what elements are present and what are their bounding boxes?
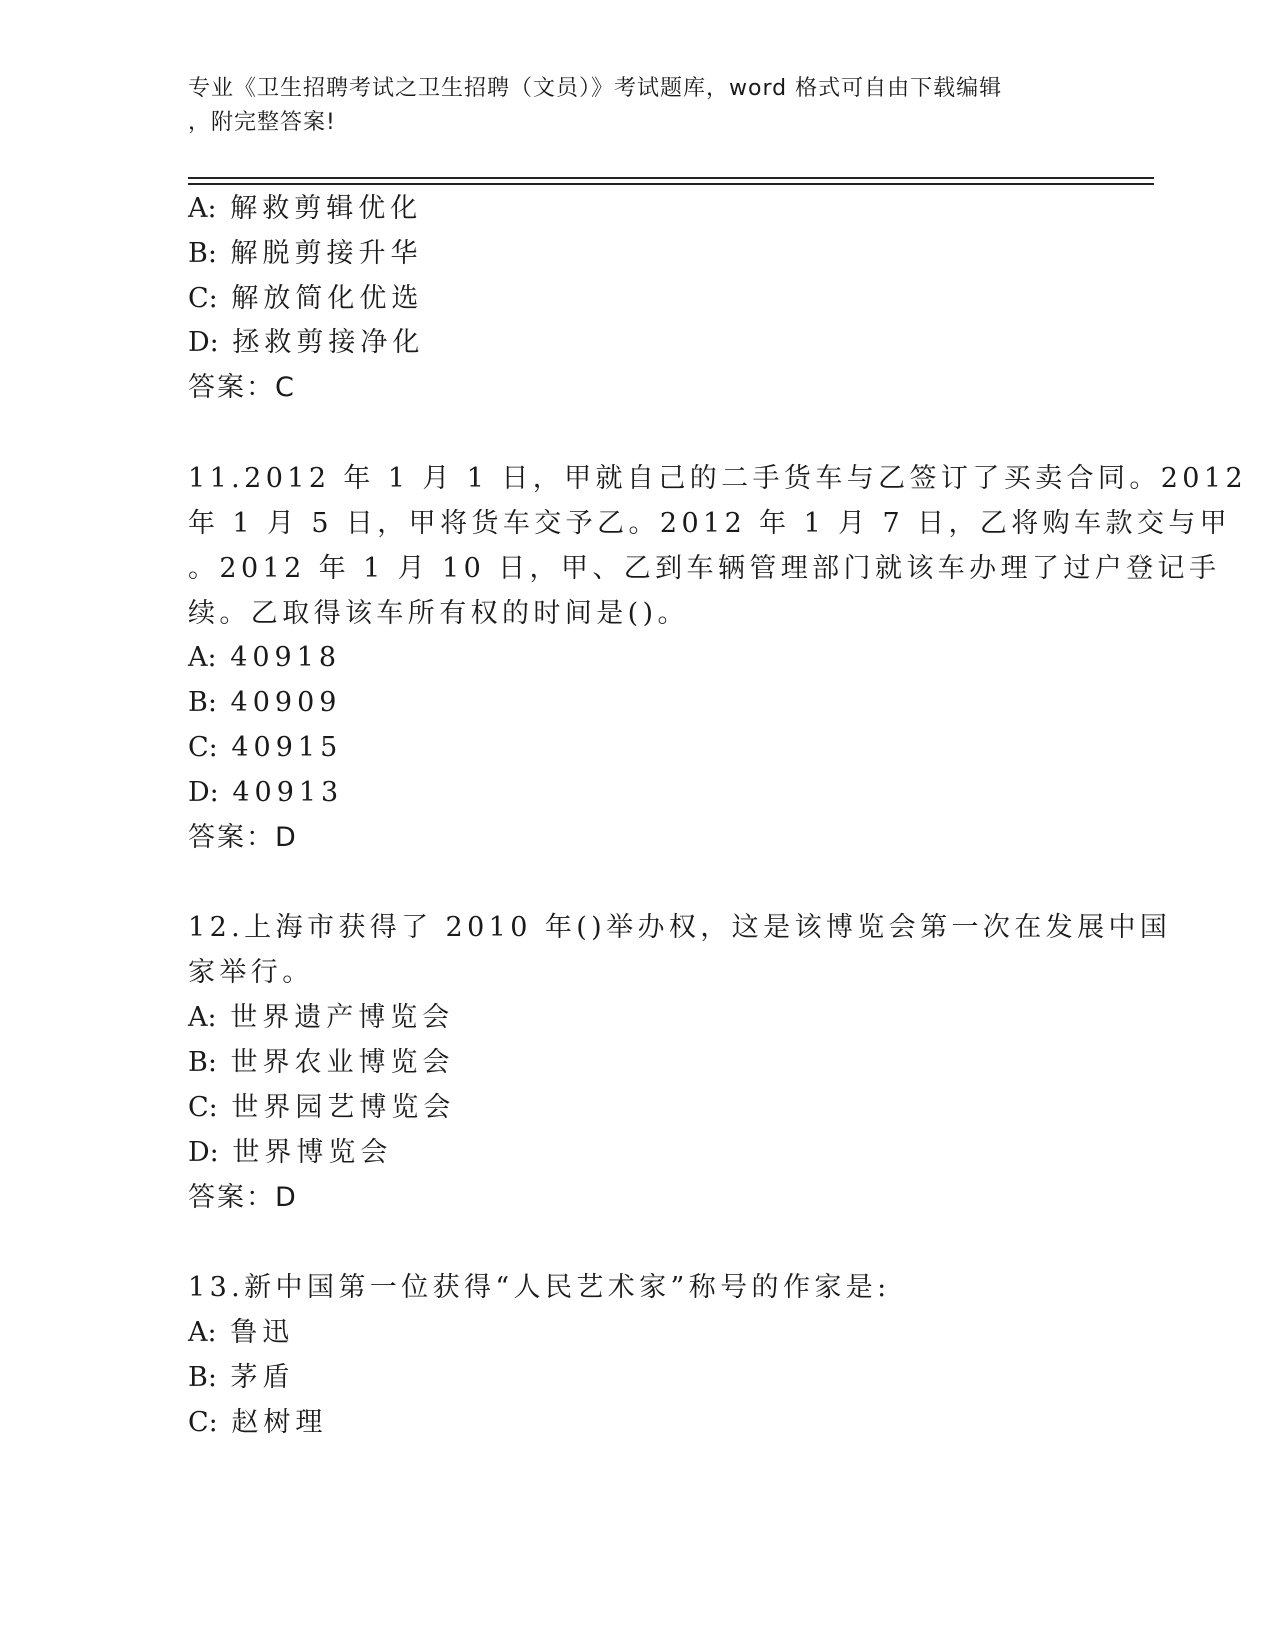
q10-option-d: D: 拯救剪接净化 [188, 327, 425, 358]
q11-stem-line-1: 11.2012 年 1 月 1 日，甲就自己的二手货车与乙签订了买卖合同。2012 [188, 463, 1248, 494]
q13-option-b: B: 茅盾 [188, 1362, 295, 1393]
q11-stem-line-2: 年 1 月 5 日，甲将货车交予乙。2012 年 1 月 7 日，乙将购车款交与甲 [188, 508, 1232, 539]
q12-option-c: C: 世界园艺博览会 [188, 1092, 456, 1123]
q10-option-b: B: 解脱剪接升华 [188, 238, 423, 269]
header-line-1: 专业《卫生招聘考试之卫生招聘（文员）》考试题库，word 格式可自由下载编辑 [188, 76, 1003, 101]
q11-answer: 答案：D [188, 822, 298, 853]
q10-option-a: A: 解救剪辑优化 [188, 193, 423, 224]
q11-stem-line-4: 续。乙取得该车所有权的时间是()。 [188, 598, 689, 629]
header-divider-top [188, 177, 1154, 179]
q11-option-b: B: 40909 [188, 687, 342, 718]
q13-option-a: A: 鲁迅 [188, 1317, 295, 1348]
q10-option-c: C: 解放简化优选 [188, 283, 424, 314]
q11-stem-line-3: 。2012 年 1 月 10 日，甲、乙到车辆管理部门就该车办理了过户登记手 [188, 553, 1221, 584]
header-line-2: ，附完整答案! [188, 110, 336, 135]
q12-answer: 答案：D [188, 1182, 298, 1213]
q11-option-a: A: 40918 [188, 642, 342, 673]
q12-option-b: B: 世界农业博览会 [188, 1047, 455, 1078]
q10-answer: 答案：C [188, 372, 296, 403]
q13-option-c: C: 赵树理 [188, 1407, 328, 1438]
q11-option-d: D: 40913 [188, 777, 344, 808]
q13-stem-line-1: 13.新中国第一位获得“人民艺术家”称号的作家是: [188, 1272, 891, 1303]
q12-option-a: A: 世界遗产博览会 [188, 1002, 455, 1033]
header-divider-bottom [188, 183, 1154, 185]
q12-option-d: D: 世界博览会 [188, 1137, 393, 1168]
q12-stem-line-1: 12.上海市获得了 2010 年()举办权，这是该博览会第一次在发展中国 [188, 912, 1172, 943]
q12-stem-line-2: 家举行。 [188, 957, 314, 988]
q11-option-c: C: 40915 [188, 732, 343, 763]
document-header [188, 72, 1068, 140]
